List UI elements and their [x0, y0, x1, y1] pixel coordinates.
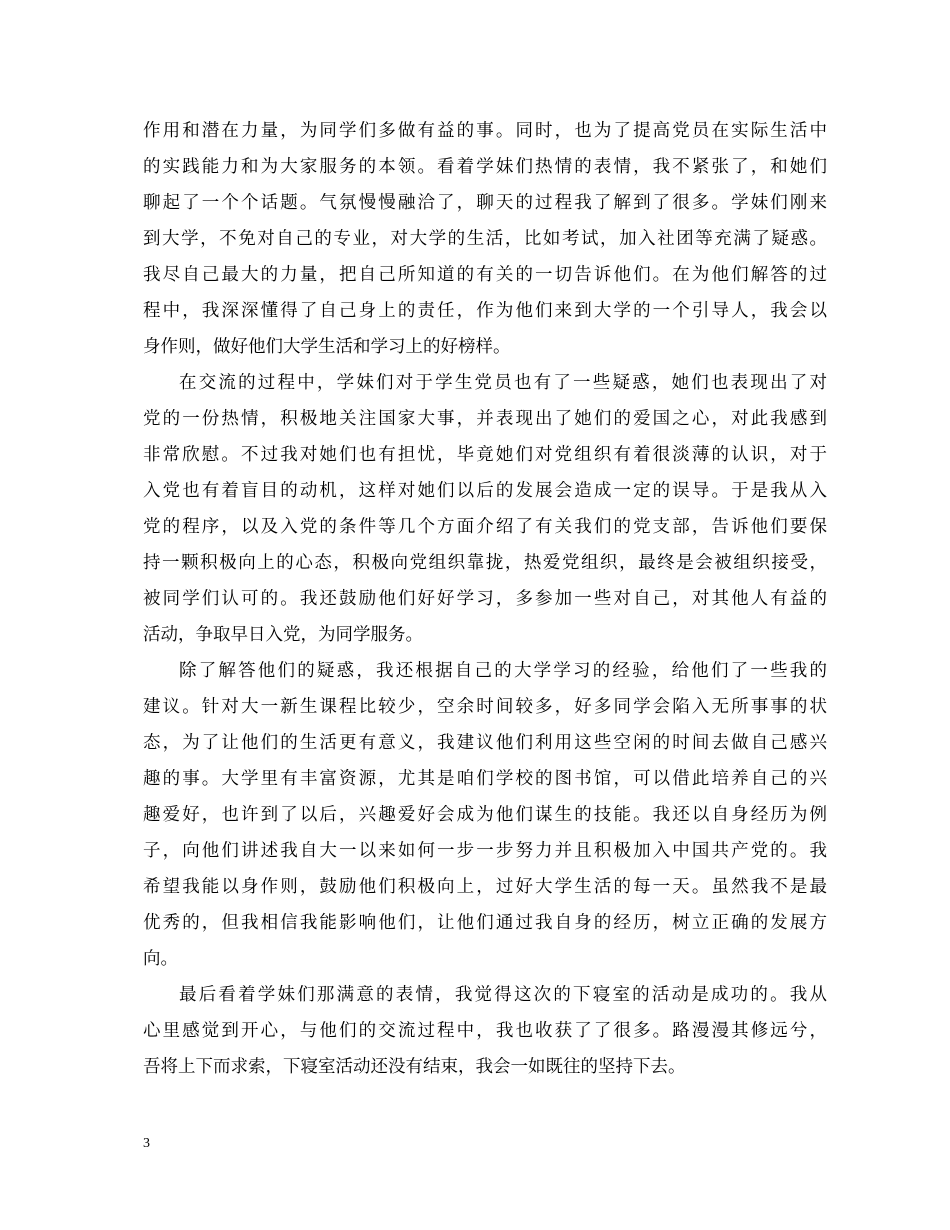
text-line: 心里感觉到开心，与他们的交流过程中，我也收获了了很多。路漫漫其修远兮，: [143, 1021, 827, 1041]
text-line: 我尽自己最大的力量，把自己所知道的有关的一切告诉他们。在为他们解答的过: [143, 265, 827, 285]
text-line: 建议。针对大一新生课程比较少，空余时间较多，好多同学会陷入无所事事的状: [143, 697, 827, 717]
text-line: 持一颗积极向上的心态，积极向党组织靠拢，热爱党组织，最终是会被组织接受，: [143, 553, 827, 573]
text-line: 吾将上下而求索，下寝室活动还没有结束，我会一如既往的坚持下去。: [143, 1057, 686, 1077]
text-line: 子，向他们讲述我自大一以来如何一步一步努力并且积极加入中国共产党的。我: [143, 841, 827, 861]
body-text: [143, 113, 827, 1085]
text-line: 身作则，做好他们大学生活和学习上的好榜样。: [143, 337, 511, 357]
text-line: 向。: [143, 949, 178, 969]
text-line: 优秀的，但我相信我能影响他们，让他们通过我自身的经历，树立正确的发展方: [143, 913, 827, 933]
text-line: 党的一份热情，积极地关注国家大事，并表现出了她们的爱国之心，对此我感到: [143, 409, 827, 429]
text-line: 除了解答他们的疑惑，我还根据自己的大学学习的经验，给他们了一些我的: [179, 661, 827, 681]
text-line: 趣爱好，也许到了以后，兴趣爱好会成为他们谋生的技能。我还以自身经历为例: [143, 805, 827, 825]
text-line: 在交流的过程中，学妹们对于学生党员也有了一些疑惑，她们也表现出了对: [179, 373, 827, 393]
text-line: 程中，我深深懂得了自己身上的责任，作为他们来到大学的一个引导人，我会以: [143, 301, 827, 321]
text-line: 入党也有着盲目的动机，这样对她们以后的发展会造成一定的误导。于是我从入: [143, 481, 827, 501]
text-line: 党的程序，以及入党的条件等几个方面介绍了有关我们的党支部，告诉他们要保: [143, 517, 827, 537]
text-line: 被同学们认可的。我还鼓励他们好好学习，多参加一些对自己，对其他人有益的: [143, 589, 827, 609]
text-line: 希望我能以身作则，鼓励他们积极向上，过好大学生活的每一天。虽然我不是最: [143, 877, 827, 897]
text-line: 作用和潜在力量，为同学们多做有益的事。同时，也为了提高党员在实际生活中: [143, 121, 827, 141]
text-line: 态，为了让他们的生活更有意义，我建议他们利用这些空闲的时间去做自己感兴: [143, 733, 827, 753]
text-line: 到大学，不免对自己的专业，对大学的生活，比如考试，加入社团等充满了疑惑。: [143, 229, 827, 249]
text-line: 非常欣慰。不过我对她们也有担忧，毕竟她们对党组织有着很淡薄的认识，对于: [143, 445, 827, 465]
text-line: 聊起了一个个话题。气氛慢慢融洽了，聊天的过程我了解到了很多。学妹们刚来: [143, 193, 827, 213]
page-number: 3: [143, 1136, 150, 1151]
text-line: 最后看着学妹们那满意的表情，我觉得这次的下寝室的活动是成功的。我从: [179, 985, 827, 1005]
text-line: 趣的事。大学里有丰富资源，尤其是咱们学校的图书馆，可以借此培养自己的兴: [143, 769, 827, 789]
text-line: 活动，争取早日入党，为同学服务。: [143, 625, 423, 645]
text-line: 的实践能力和为大家服务的本领。看着学妹们热情的表情，我不紧张了，和她们: [143, 157, 827, 177]
